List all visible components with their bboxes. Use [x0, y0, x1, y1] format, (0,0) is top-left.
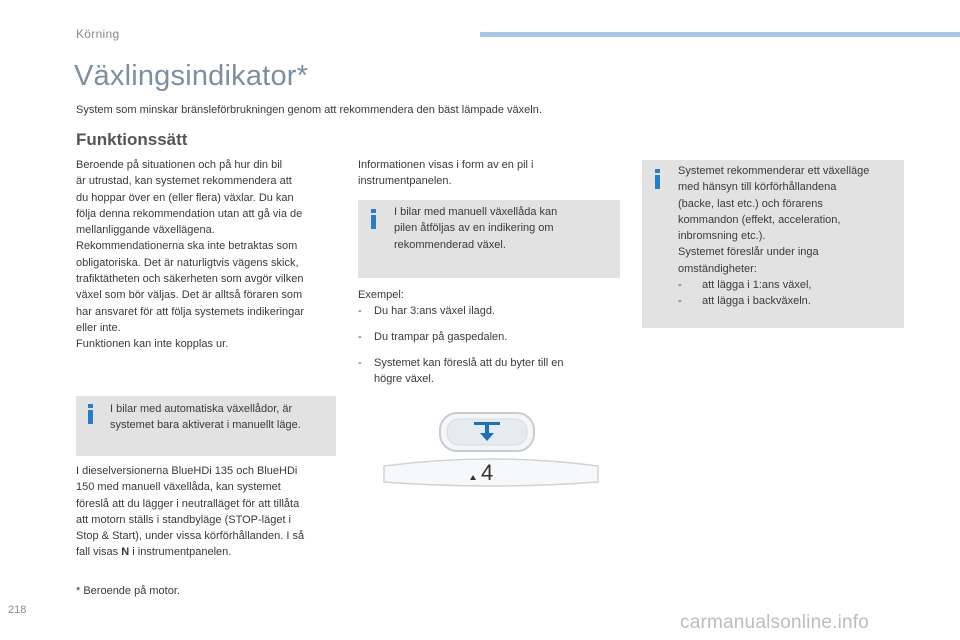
text-line: kommandon (effekt, acceleration, — [678, 213, 841, 226]
text-line: Beroende på situationen och på hur din bil — [76, 159, 283, 171]
text-line: pilen åtföljas av en indikering om — [394, 222, 554, 235]
section-label: Körning — [76, 27, 120, 41]
text-line: systemet bara aktiverat i manuellt läge. — [110, 419, 301, 432]
info-box-text — [110, 401, 330, 434]
text-line: eller inte. — [76, 321, 121, 334]
page-number: 218 — [8, 604, 27, 616]
text-line: högre växel. — [374, 373, 434, 386]
col2-intro — [358, 157, 618, 190]
list-dash: - — [678, 279, 682, 291]
text-line: Du har 3:ans växel ilagd. — [374, 305, 496, 317]
list-dash: - — [358, 305, 362, 317]
text-line: Systemet föreslår under inga — [678, 246, 819, 259]
text-fragment: i instrumentpanelen. — [129, 546, 232, 559]
info-box-manual — [358, 200, 620, 278]
list-dash: - — [678, 295, 682, 307]
neutral-symbol: N — [121, 546, 130, 559]
info-box-recommendation — [642, 160, 904, 328]
info-box-text — [394, 204, 614, 253]
footnote: * Beroende på motor. — [76, 585, 180, 597]
text-line: I bilar med manuell växellåda kan — [394, 206, 558, 218]
section-heading: Funktionssätt — [76, 130, 188, 149]
text-line: omständigheter: — [678, 262, 757, 275]
example-label: Exempel: — [358, 289, 404, 301]
list-dash: - — [358, 331, 362, 343]
list-item-text — [374, 303, 495, 319]
text-line: I bilar med automatiska växellådor, är — [110, 403, 293, 415]
text-line: inbromsning etc.). — [678, 230, 766, 243]
text-line: Informationen visas i form av en pil i — [358, 159, 534, 171]
text-line: följa denna rekommendation utan att gå via de — [76, 207, 303, 220]
text-line: Systemet kan föreslå att du byter till en — [374, 357, 564, 369]
col1-paragraph-1 — [76, 157, 338, 353]
list-item-text: att lägga i 1:ans växel, — [702, 279, 812, 291]
page-title: Växlingsindikator* — [74, 60, 309, 92]
text-line: Du trampar på gaspedalen. — [374, 331, 508, 343]
text-line: med hänsyn till körförhållandena — [678, 181, 837, 194]
text-line: obligatoriska. Det är naturligtvis vägens skick, — [76, 256, 299, 269]
text-line: I dieselversionerna BlueHDi 135 och BlueHDi — [76, 465, 298, 477]
text-fragment: fall visas — [76, 546, 122, 559]
text-line: föreslå att du lägger i neutralläget för att tillåta — [76, 497, 300, 510]
info-box-automatic — [76, 396, 336, 456]
header-bar — [480, 32, 960, 37]
text-line: mellanliggande växellägena. — [76, 224, 215, 237]
text-line: 150 med manuell växellåda, kan systemet — [76, 481, 281, 494]
list-dash: - — [358, 357, 362, 369]
watermark: carmanualsonline.info — [680, 612, 870, 633]
text-line: Rekommendationerna ska inte betraktas som — [76, 240, 298, 253]
page-subtitle: System som minskar bränsleförbrukningen genom att rekommendera den bäst lämpade växeln. — [76, 104, 542, 116]
text-line: instrumentpanelen. — [358, 175, 452, 188]
text-line: (backe, last etc.) och förarens — [678, 197, 823, 210]
text-line: trafiktätheten och säkerheten som avgör vilken — [76, 273, 304, 286]
text-line: Systemet rekommenderar ett växelläge — [678, 165, 870, 177]
text-line: växel som bör väljas. Det är alltså föraren som — [76, 289, 303, 302]
text-line: Funktionen kan inte kopplas ur. — [76, 338, 229, 351]
info-box-text — [678, 163, 900, 277]
text-line: är utrustad, kan systemet rekommendera att — [76, 175, 292, 188]
col1-paragraph-2 — [76, 463, 338, 561]
text-line — [76, 544, 338, 560]
text-line: har ansvaret för att följa systemets indikeringar — [76, 305, 305, 318]
list-item-text: att lägga i backväxeln. — [702, 295, 811, 307]
list-item-text — [374, 329, 507, 345]
text-line: att motorn ställs i standbyläge (STOP-läget i — [76, 513, 292, 526]
text-line: du hoppar över en (eller flera) växlar. Du kan — [76, 191, 294, 204]
text-line: rekommenderad växel. — [394, 238, 506, 251]
text-line: Stop & Start), under vissa körförhållanden. I så — [76, 530, 305, 543]
recommended-gear: 4 — [481, 460, 494, 485]
list-item-text — [374, 355, 618, 388]
